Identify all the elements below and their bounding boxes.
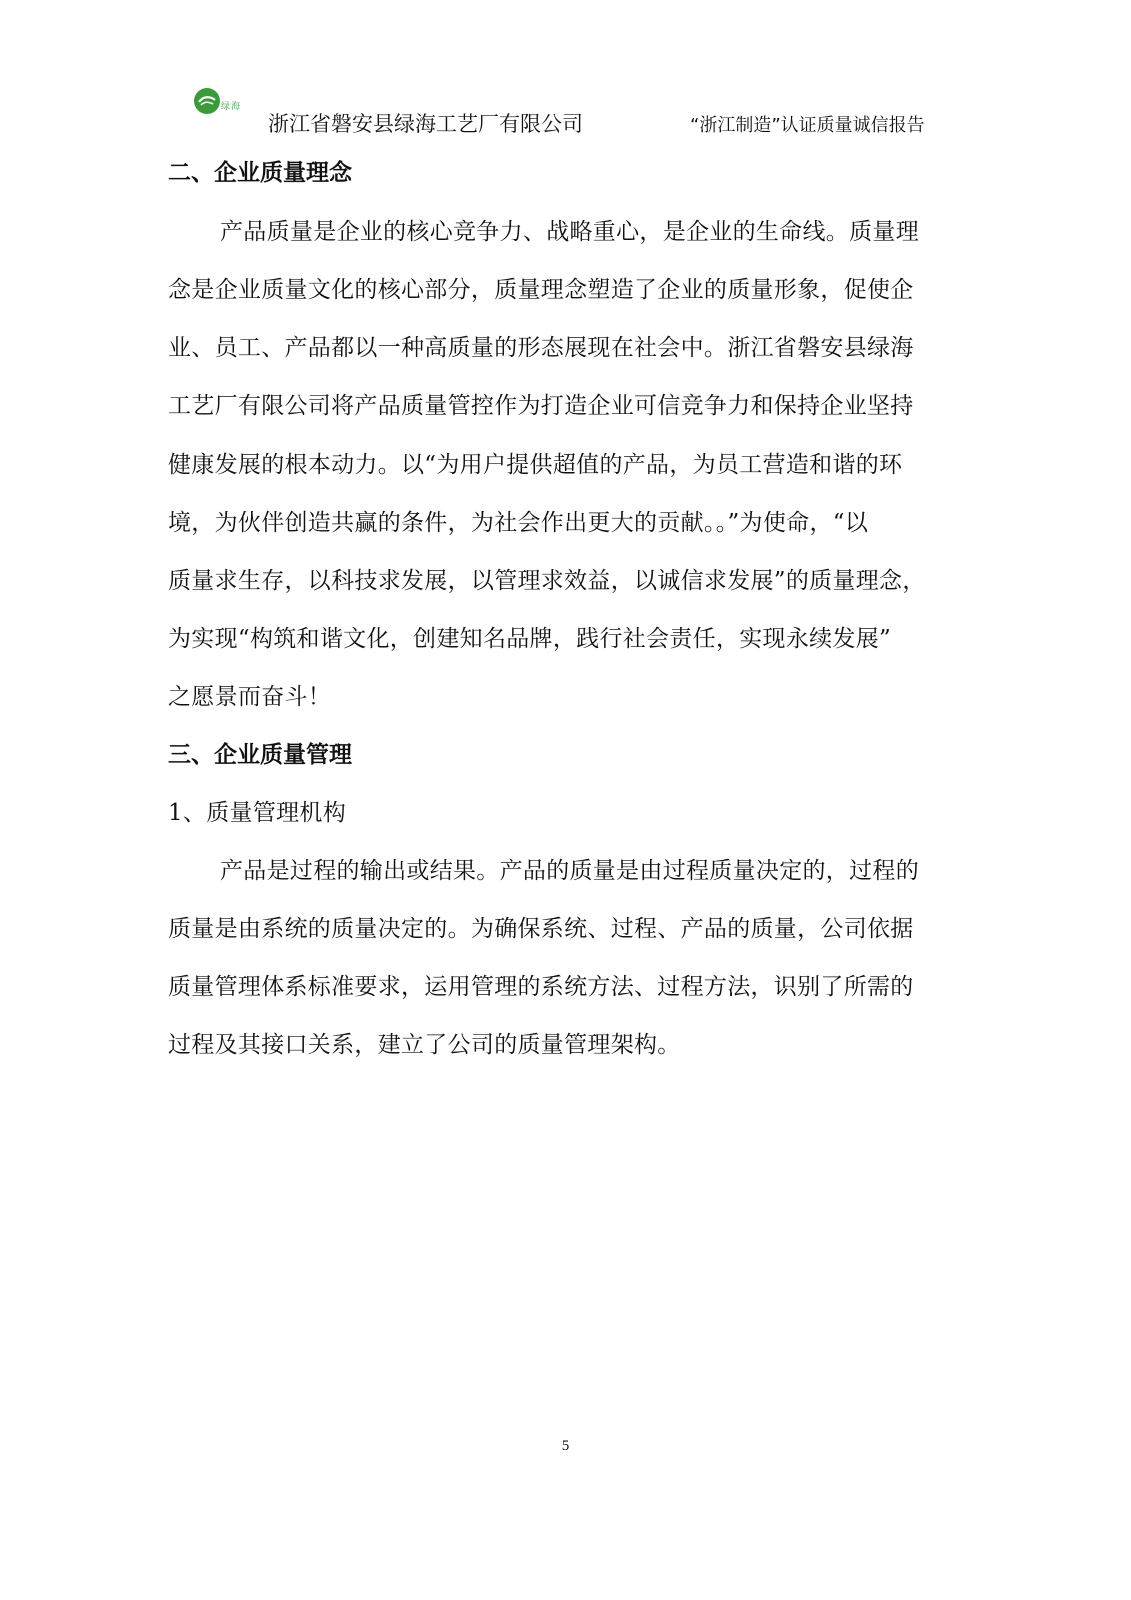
company-logo: [194, 88, 250, 118]
paragraph-line: 健康发展的根本动力。以“为用户提供超值的产品，为员工营造和谐的环: [168, 452, 903, 478]
paragraph-line: 境，为伙伴创造共赢的条件，为社会作出更大的贡献。。”为使命，“以: [168, 510, 869, 536]
section-heading: 二、企业质量理念: [168, 159, 352, 186]
paragraph-line: 质量是由系统的质量决定的。为确保系统、过程、产品的质量，公司依据: [168, 916, 914, 942]
paragraph-line: 质量求生存，以科技求发展，以管理求效益，以诚信求发展”的质量理念，: [168, 568, 926, 594]
section-heading: 三、企业质量管理: [168, 741, 352, 768]
page-header: [0, 0, 1131, 150]
company-name: 浙江省磐安县绿海工艺厂有限公司: [268, 112, 583, 136]
paragraph-line: 念是企业质量文化的核心部分，质量理念塑造了企业的质量形象，促使企: [168, 277, 914, 303]
paragraph-line: 过程及其接口关系，建立了公司的质量管理架构。: [168, 1032, 681, 1058]
leaf-icon: [194, 88, 220, 114]
page-number: 5: [561, 1438, 570, 1454]
paragraph-line: 为实现“构筑和谐文化，创建知名品牌，践行社会责任，实现永续发展”: [168, 626, 892, 652]
subsection-heading: 1、质量管理机构: [168, 800, 347, 826]
paragraph-line: 工艺厂有限公司将产品质量管控作为打造企业可信竞争力和保持企业坚持: [168, 393, 914, 419]
logo-text: 绿海: [221, 102, 242, 112]
paragraph-line: 产品是过程的输出或结果。产品的质量是由过程质量决定的，过程的: [220, 858, 919, 884]
report-title: “浙江制造”认证质量诚信报告: [690, 115, 925, 136]
paragraph-line: 之愿景而奋斗！: [168, 684, 332, 710]
paragraph-line: 质量管理体系标准要求，运用管理的系统方法、过程方法，识别了所需的: [168, 974, 914, 1000]
paragraph-line: 产品质量是企业的核心竞争力、战略重心，是企业的生命线。质量理: [220, 219, 919, 245]
paragraph-line: 业、员工、产品都以一种高质量的形态展现在社会中。浙江省磐安县绿海: [168, 335, 914, 361]
